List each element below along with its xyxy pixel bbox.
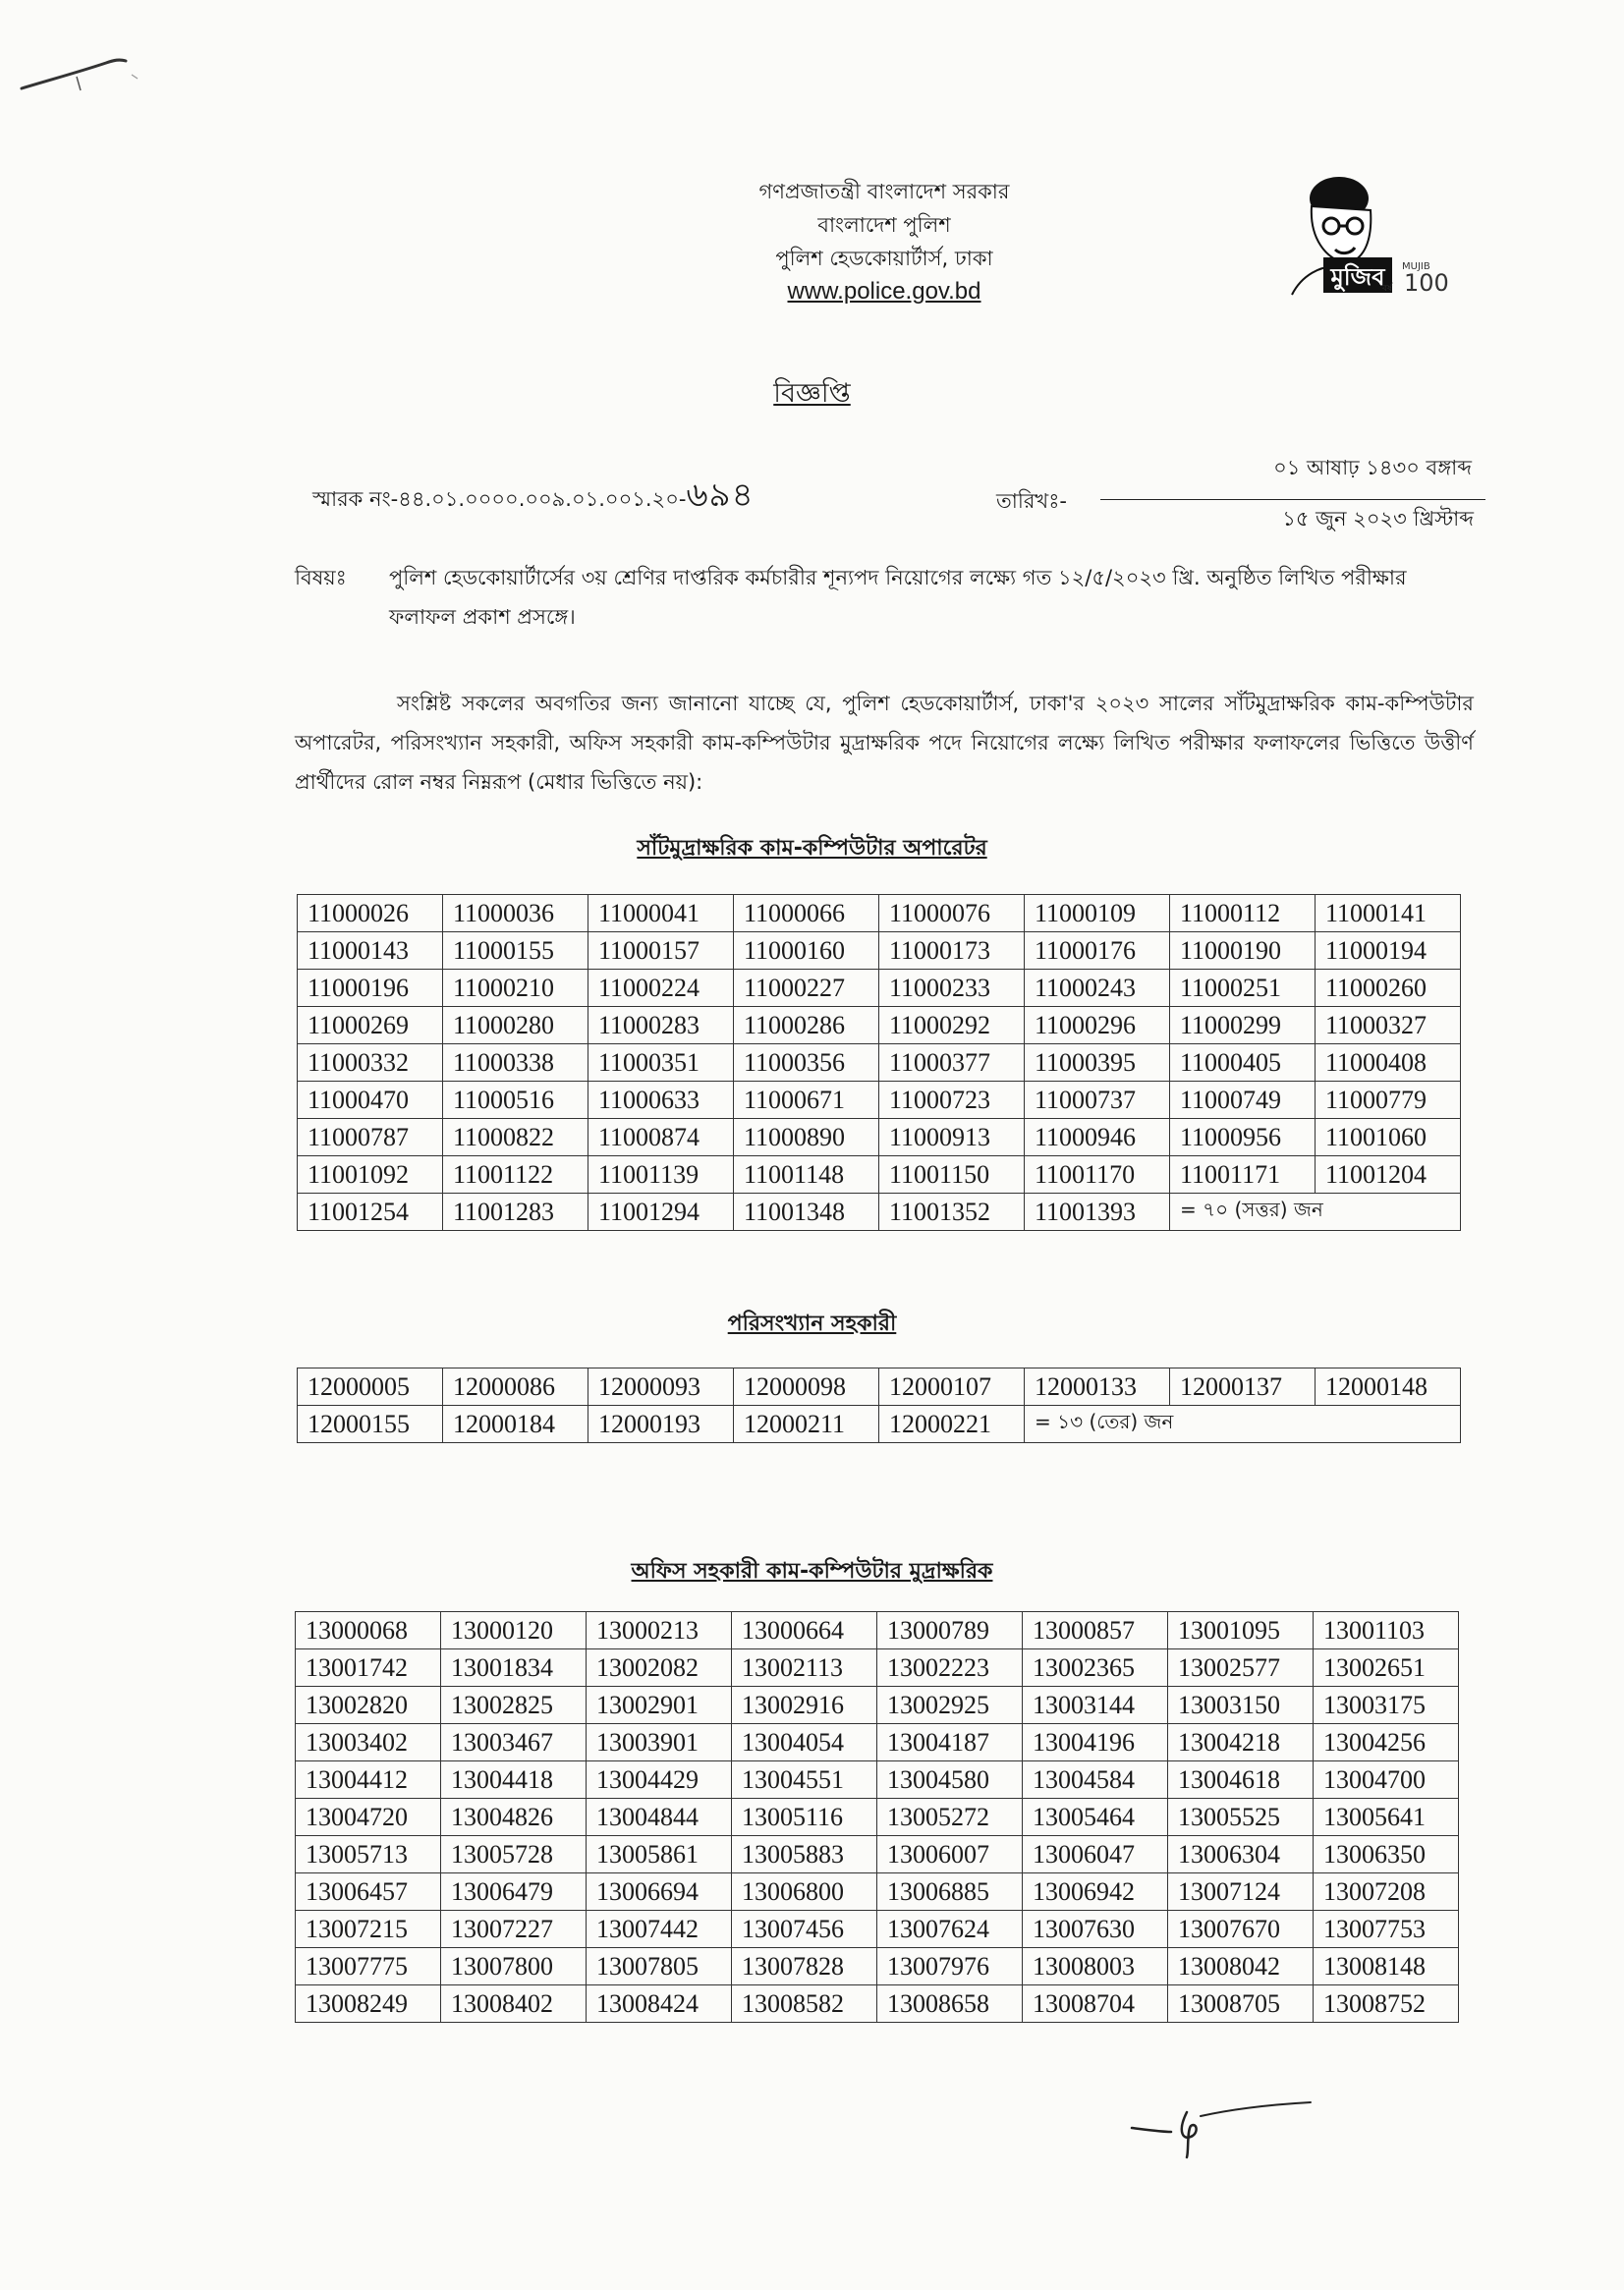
roll-number-cell: 11000036 [443,895,588,932]
roll-number-cell: 13003467 [441,1724,587,1761]
roll-number-cell: 11000351 [588,1044,734,1082]
roll-number-cell: 11000787 [298,1119,443,1156]
roll-number-cell: 11000874 [588,1119,734,1156]
table-row [298,970,1461,1007]
table-row [298,1406,1461,1443]
table-row [298,1368,1461,1406]
roll-number-cell: 11000224 [588,970,734,1007]
section-title-office-assistant: অফিস সহকারী কাম-কম্পিউটার মুদ্রাক্ষরিক [631,1559,993,1584]
roll-number-cell: 11001139 [588,1156,734,1194]
roll-number-cell: 13001095 [1168,1612,1314,1649]
table-row [296,1649,1459,1687]
table-row [296,1687,1459,1724]
roll-number-cell: 13007670 [1168,1911,1314,1948]
roll-number-cell: 11001204 [1316,1156,1461,1194]
roll-number-cell: 11000395 [1025,1044,1170,1082]
roll-number-cell: 12000211 [734,1406,879,1443]
notice-title: বিজ্ঞপ্তি [773,378,851,409]
date-label: তারিখঃ- [996,489,1067,513]
table-row [296,1724,1459,1761]
section-title-stenographer: সাঁটমুদ্রাক্ষরিক কাম-কম্পিউটার অপারেটর [637,836,987,861]
roll-number-cell: 13008042 [1168,1948,1314,1985]
roll-number-cell: 13007215 [296,1911,441,1948]
roll-number-cell: 11000210 [443,970,588,1007]
roll-number-cell: 13004618 [1168,1761,1314,1799]
roll-number-cell: 13005713 [296,1836,441,1873]
roll-number-cell: 13001103 [1314,1612,1459,1649]
roll-number-cell: 11000194 [1316,932,1461,970]
roll-number-cell: 13004218 [1168,1724,1314,1761]
roll-number-cell: 13002651 [1314,1649,1459,1687]
roll-number-cell: 11000260 [1316,970,1461,1007]
roll-number-cell: 11000157 [588,932,734,970]
roll-number-cell: 13006479 [441,1873,587,1911]
office-name: পুলিশ হেডকোয়ার্টার্স, ঢাকা [775,247,993,270]
roll-number-cell: 13007227 [441,1911,587,1948]
roll-number-cell: 11000190 [1170,932,1316,970]
roll-number-cell: 11000066 [734,895,879,932]
date-english: ১৫ জুন ২০২৩ খ্রিস্টাব্দ [1282,507,1474,531]
roll-number-cell: 13003144 [1023,1687,1168,1724]
roll-number-cell: 13007976 [877,1948,1023,1985]
roll-number-cell: 13007208 [1314,1873,1459,1911]
logo-sub-text: বর্ষ [1382,284,1392,294]
roll-number-cell: 12000093 [588,1368,734,1406]
roll-number-cell: 11000405 [1170,1044,1316,1082]
table-row [298,1156,1461,1194]
roll-number-cell: 11000470 [298,1082,443,1119]
roll-number-cell: 13004844 [587,1799,732,1836]
roll-number-cell: 13008752 [1314,1985,1459,2023]
roll-number-cell: 13004054 [732,1724,877,1761]
roll-number-cell: 11000292 [879,1007,1025,1044]
roll-number-cell: 11000356 [734,1044,879,1082]
roll-number-cell: 13002916 [732,1687,877,1724]
roll-number-cell: 13005525 [1168,1799,1314,1836]
roll-number-cell: 11000227 [734,970,879,1007]
roll-number-cell: 12000148 [1316,1368,1461,1406]
date-bangla: ০১ আষাঢ় ১৪৩০ বঙ্গাব্দ [1273,456,1472,479]
roll-number-cell: 11000890 [734,1119,879,1156]
roll-number-cell: 11000041 [588,895,734,932]
roll-number-cell: 13007124 [1168,1873,1314,1911]
roll-number-cell: 13008424 [587,1985,732,2023]
roll-number-cell: 13007624 [877,1911,1023,1948]
roll-number-cell: 13004412 [296,1761,441,1799]
roll-number-cell: 11001150 [879,1156,1025,1194]
roll-number-cell: 13003901 [587,1724,732,1761]
roll-number-cell: 13005272 [877,1799,1023,1836]
table-row [296,1985,1459,2023]
roll-number-cell: 13006800 [732,1873,877,1911]
roll-number-cell: 12000098 [734,1368,879,1406]
roll-number-cell: 13006694 [587,1873,732,1911]
roll-number-cell: 13005116 [732,1799,877,1836]
roll-number-cell: 11001060 [1316,1119,1461,1156]
roll-number-cell: 13007630 [1023,1911,1168,1948]
roll-number-cell: 11000109 [1025,895,1170,932]
roll-number-cell: 11000141 [1316,895,1461,932]
table-row [298,1119,1461,1156]
pen-scribble-mark [18,37,175,116]
roll-number-cell: 11001254 [298,1194,443,1231]
roll-number-cell: 11000332 [298,1044,443,1082]
roll-number-cell: 11000251 [1170,970,1316,1007]
roll-number-cell: 11000143 [298,932,443,970]
roll-number-cell: 13008582 [732,1985,877,2023]
roll-number-cell: 11000338 [443,1044,588,1082]
roll-number-cell: 11000327 [1316,1007,1461,1044]
roll-number-cell: 13004429 [587,1761,732,1799]
roll-number-cell: 12000137 [1170,1368,1316,1406]
roll-number-cell: 11000176 [1025,932,1170,970]
roll-number-cell: 13005641 [1314,1799,1459,1836]
roll-table-office-assistant [295,1611,1459,2023]
roll-number-cell: 13005883 [732,1836,877,1873]
logo-small-text: MUJIB [1402,261,1430,272]
table-row [296,1612,1459,1649]
website-link[interactable]: www.police.gov.bd [787,278,981,305]
roll-number-cell: 11001092 [298,1156,443,1194]
roll-number-cell: 11001348 [734,1194,879,1231]
roll-number-cell: 13007442 [587,1911,732,1948]
roll-number-cell: 12000086 [443,1368,588,1406]
roll-number-cell: 13002365 [1023,1649,1168,1687]
roll-number-cell: 12000133 [1025,1368,1170,1406]
roll-number-cell: 12000005 [298,1368,443,1406]
roll-number-cell: 11000913 [879,1119,1025,1156]
roll-number-cell: 13006457 [296,1873,441,1911]
roll-number-cell: 11000723 [879,1082,1025,1119]
mujib-100-logo [1282,169,1459,297]
roll-number-cell: 13005861 [587,1836,732,1873]
table-row [296,1948,1459,1985]
table-row [296,1761,1459,1799]
roll-number-cell: 13005464 [1023,1799,1168,1836]
roll-number-cell: 13002577 [1168,1649,1314,1687]
roll-number-cell: 13004196 [1023,1724,1168,1761]
roll-number-cell: 11000671 [734,1082,879,1119]
roll-number-cell: 11000946 [1025,1119,1170,1156]
roll-number-cell: 13001742 [296,1649,441,1687]
roll-number-cell: 13000213 [587,1612,732,1649]
roll-number-cell: 11000299 [1170,1007,1316,1044]
roll-number-cell: 11001170 [1025,1156,1170,1194]
roll-table-statistics-assistant [297,1368,1461,1443]
roll-number-cell: 11000243 [1025,970,1170,1007]
roll-number-cell: 13007805 [587,1948,732,1985]
roll-number-cell: 11000026 [298,895,443,932]
roll-number-cell: 11001352 [879,1194,1025,1231]
logo-number-text: 100 [1404,269,1449,297]
roll-number-cell: 13006942 [1023,1873,1168,1911]
roll-number-cell: 11000516 [443,1082,588,1119]
roll-number-cell: 11000286 [734,1007,879,1044]
roll-number-cell: 11000280 [443,1007,588,1044]
roll-number-cell: 11001294 [588,1194,734,1231]
roll-number-cell: 11001171 [1170,1156,1316,1194]
roll-number-cell: 13006350 [1314,1836,1459,1873]
roll-number-cell: 13002113 [732,1649,877,1687]
roll-table-stenographer [297,894,1461,1231]
section-title-statistics-assistant: পরিসংখ্যান সহকারী [727,1312,897,1336]
roll-number-cell: 13006007 [877,1836,1023,1873]
roll-number-cell: 11000749 [1170,1082,1316,1119]
roll-number-cell: 11000233 [879,970,1025,1007]
roll-number-cell: 13008705 [1168,1985,1314,2023]
roll-number-cell: 13000664 [732,1612,877,1649]
table-row [298,1007,1461,1044]
memo-handwritten-number: ৬৯৪ [686,475,755,515]
roll-number-cell: 11000196 [298,970,443,1007]
roll-number-cell: 11000173 [879,932,1025,970]
roll-number-cell: 13002223 [877,1649,1023,1687]
roll-number-cell: 13002820 [296,1687,441,1724]
roll-number-cell: 13002082 [587,1649,732,1687]
roll-number-cell: 13008249 [296,1985,441,2023]
table-row [296,1911,1459,1948]
roll-number-cell: 11001283 [443,1194,588,1231]
roll-number-cell: 13000789 [877,1612,1023,1649]
roll-number-cell: 13007753 [1314,1911,1459,1948]
roll-number-cell: 12000221 [879,1406,1025,1443]
roll-number-cell: 11000283 [588,1007,734,1044]
roll-number-cell: 13007800 [441,1948,587,1985]
roll-number-cell: 12000155 [298,1406,443,1443]
roll-number-cell: 13004418 [441,1761,587,1799]
table-row [298,1194,1461,1231]
roll-number-cell: 12000193 [588,1406,734,1443]
roll-number-cell: 13002825 [441,1687,587,1724]
roll-number-cell: 13007775 [296,1948,441,1985]
signature [1128,2093,1315,2161]
roll-number-cell: 11000112 [1170,895,1316,932]
roll-number-cell: 11001122 [443,1156,588,1194]
roll-number-cell: 13004700 [1314,1761,1459,1799]
table-row [296,1836,1459,1873]
letterhead [550,175,1218,308]
roll-number-cell: 11000779 [1316,1082,1461,1119]
roll-number-cell: 11000956 [1170,1119,1316,1156]
roll-number-cell: 13008704 [1023,1985,1168,2023]
roll-number-cell: 11000296 [1025,1007,1170,1044]
table-row [298,1082,1461,1119]
roll-number-cell: 13003150 [1168,1687,1314,1724]
roll-number-cell: 13006047 [1023,1836,1168,1873]
table-row [298,1044,1461,1082]
roll-number-cell: 13004187 [877,1724,1023,1761]
roll-number-cell: 11000269 [298,1007,443,1044]
roll-number-cell: 13008148 [1314,1948,1459,1985]
roll-number-cell: 13006304 [1168,1836,1314,1873]
roll-number-cell: 13007456 [732,1911,877,1948]
roll-number-cell: 13004826 [441,1799,587,1836]
roll-number-cell: 11000822 [443,1119,588,1156]
roll-number-cell: 13005728 [441,1836,587,1873]
table-row [298,932,1461,970]
roll-number-cell: 11000737 [1025,1082,1170,1119]
roll-number-cell: 13008402 [441,1985,587,2023]
roll-number-cell: 11001393 [1025,1194,1170,1231]
roll-number-cell: 13000068 [296,1612,441,1649]
roll-number-cell: 13008003 [1023,1948,1168,1985]
roll-number-cell: 13003402 [296,1724,441,1761]
roll-number-cell: 13004584 [1023,1761,1168,1799]
roll-number-cell: 13004720 [296,1799,441,1836]
roll-number-cell: 12000184 [443,1406,588,1443]
roll-number-cell: 13003175 [1314,1687,1459,1724]
roll-number-cell: 13004551 [732,1761,877,1799]
roll-number-cell: 11000076 [879,895,1025,932]
roll-number-cell: 13002925 [877,1687,1023,1724]
subject [295,558,1474,637]
subject-label: বিষয়ঃ [295,566,347,589]
roll-number-cell: 13002901 [587,1687,732,1724]
subject-text: পুলিশ হেডকোয়ার্টার্সের ৩য় শ্রেণির দাপ্তরিক কর্মচারীর শূন্যপদ নিয়োগের লক্ষ্যে গত ১২/৫/২০২৩ খ্রি. অনুষ্ঠিত লিখিত পরীক্ষার ফলাফল প্রকাশ প্রসঙ্গে। [389,566,1407,629]
roll-number-cell: 11000155 [443,932,588,970]
roll-number-cell: 13006885 [877,1873,1023,1911]
roll-number-cell: 11000160 [734,932,879,970]
roll-number-cell: 13008658 [877,1985,1023,2023]
table-row [296,1873,1459,1911]
body-paragraph: সংশ্লিষ্ট সকলের অবগতির জন্য জানানো যাচ্ছে যে, পুলিশ হেডকোয়ার্টার্স, ঢাকা'র ২০২৩ সালের সাঁটমুদ্রাক্ষরিক কাম-কম্পিউটার অপারেটর, পরিসংখ্যান সহকারী, অফিস সহকারী কাম-কম্পিউটার মুদ্রাক্ষরিক পদে নিয়োগের লক্ষ্যে লিখিত পরীক্ষার ফলাফলের ভিত্তিতে উত্তীর্ণ প্রার্থীদের রোল নম্বর নিম্নরূপ (মেধার ভিত্তিতে নয়): [295,692,1474,794]
table-row [298,895,1461,932]
department-name: বাংলাদেশ পুলিশ [817,213,951,237]
roll-number-cell: 11001148 [734,1156,879,1194]
roll-number-cell: 13000857 [1023,1612,1168,1649]
memo-number: স্মারক নং-৪৪.০১.০০০০.০০৯.০১.০০১.২০-৬৯৪ [312,475,755,515]
roll-number-cell: 13000120 [441,1612,587,1649]
govt-name: গণপ্রজাতন্ত্রী বাংলাদেশ সরকার [758,180,1010,203]
total-count-cell: = ৭০ (সত্তর) জন [1170,1194,1461,1231]
roll-number-cell: 13001834 [441,1649,587,1687]
total-count-cell: = ১৩ (তের) জন [1025,1406,1461,1443]
roll-number-cell: 13004580 [877,1761,1023,1799]
roll-number-cell: 11000408 [1316,1044,1461,1082]
roll-number-cell: 13004256 [1314,1724,1459,1761]
roll-number-cell: 13007828 [732,1948,877,1985]
roll-number-cell: 11000377 [879,1044,1025,1082]
roll-number-cell: 12000107 [879,1368,1025,1406]
roll-number-cell: 11000633 [588,1082,734,1119]
table-row [296,1799,1459,1836]
date-divider [1100,499,1485,500]
logo-script-text: মুজিব [1330,263,1385,291]
